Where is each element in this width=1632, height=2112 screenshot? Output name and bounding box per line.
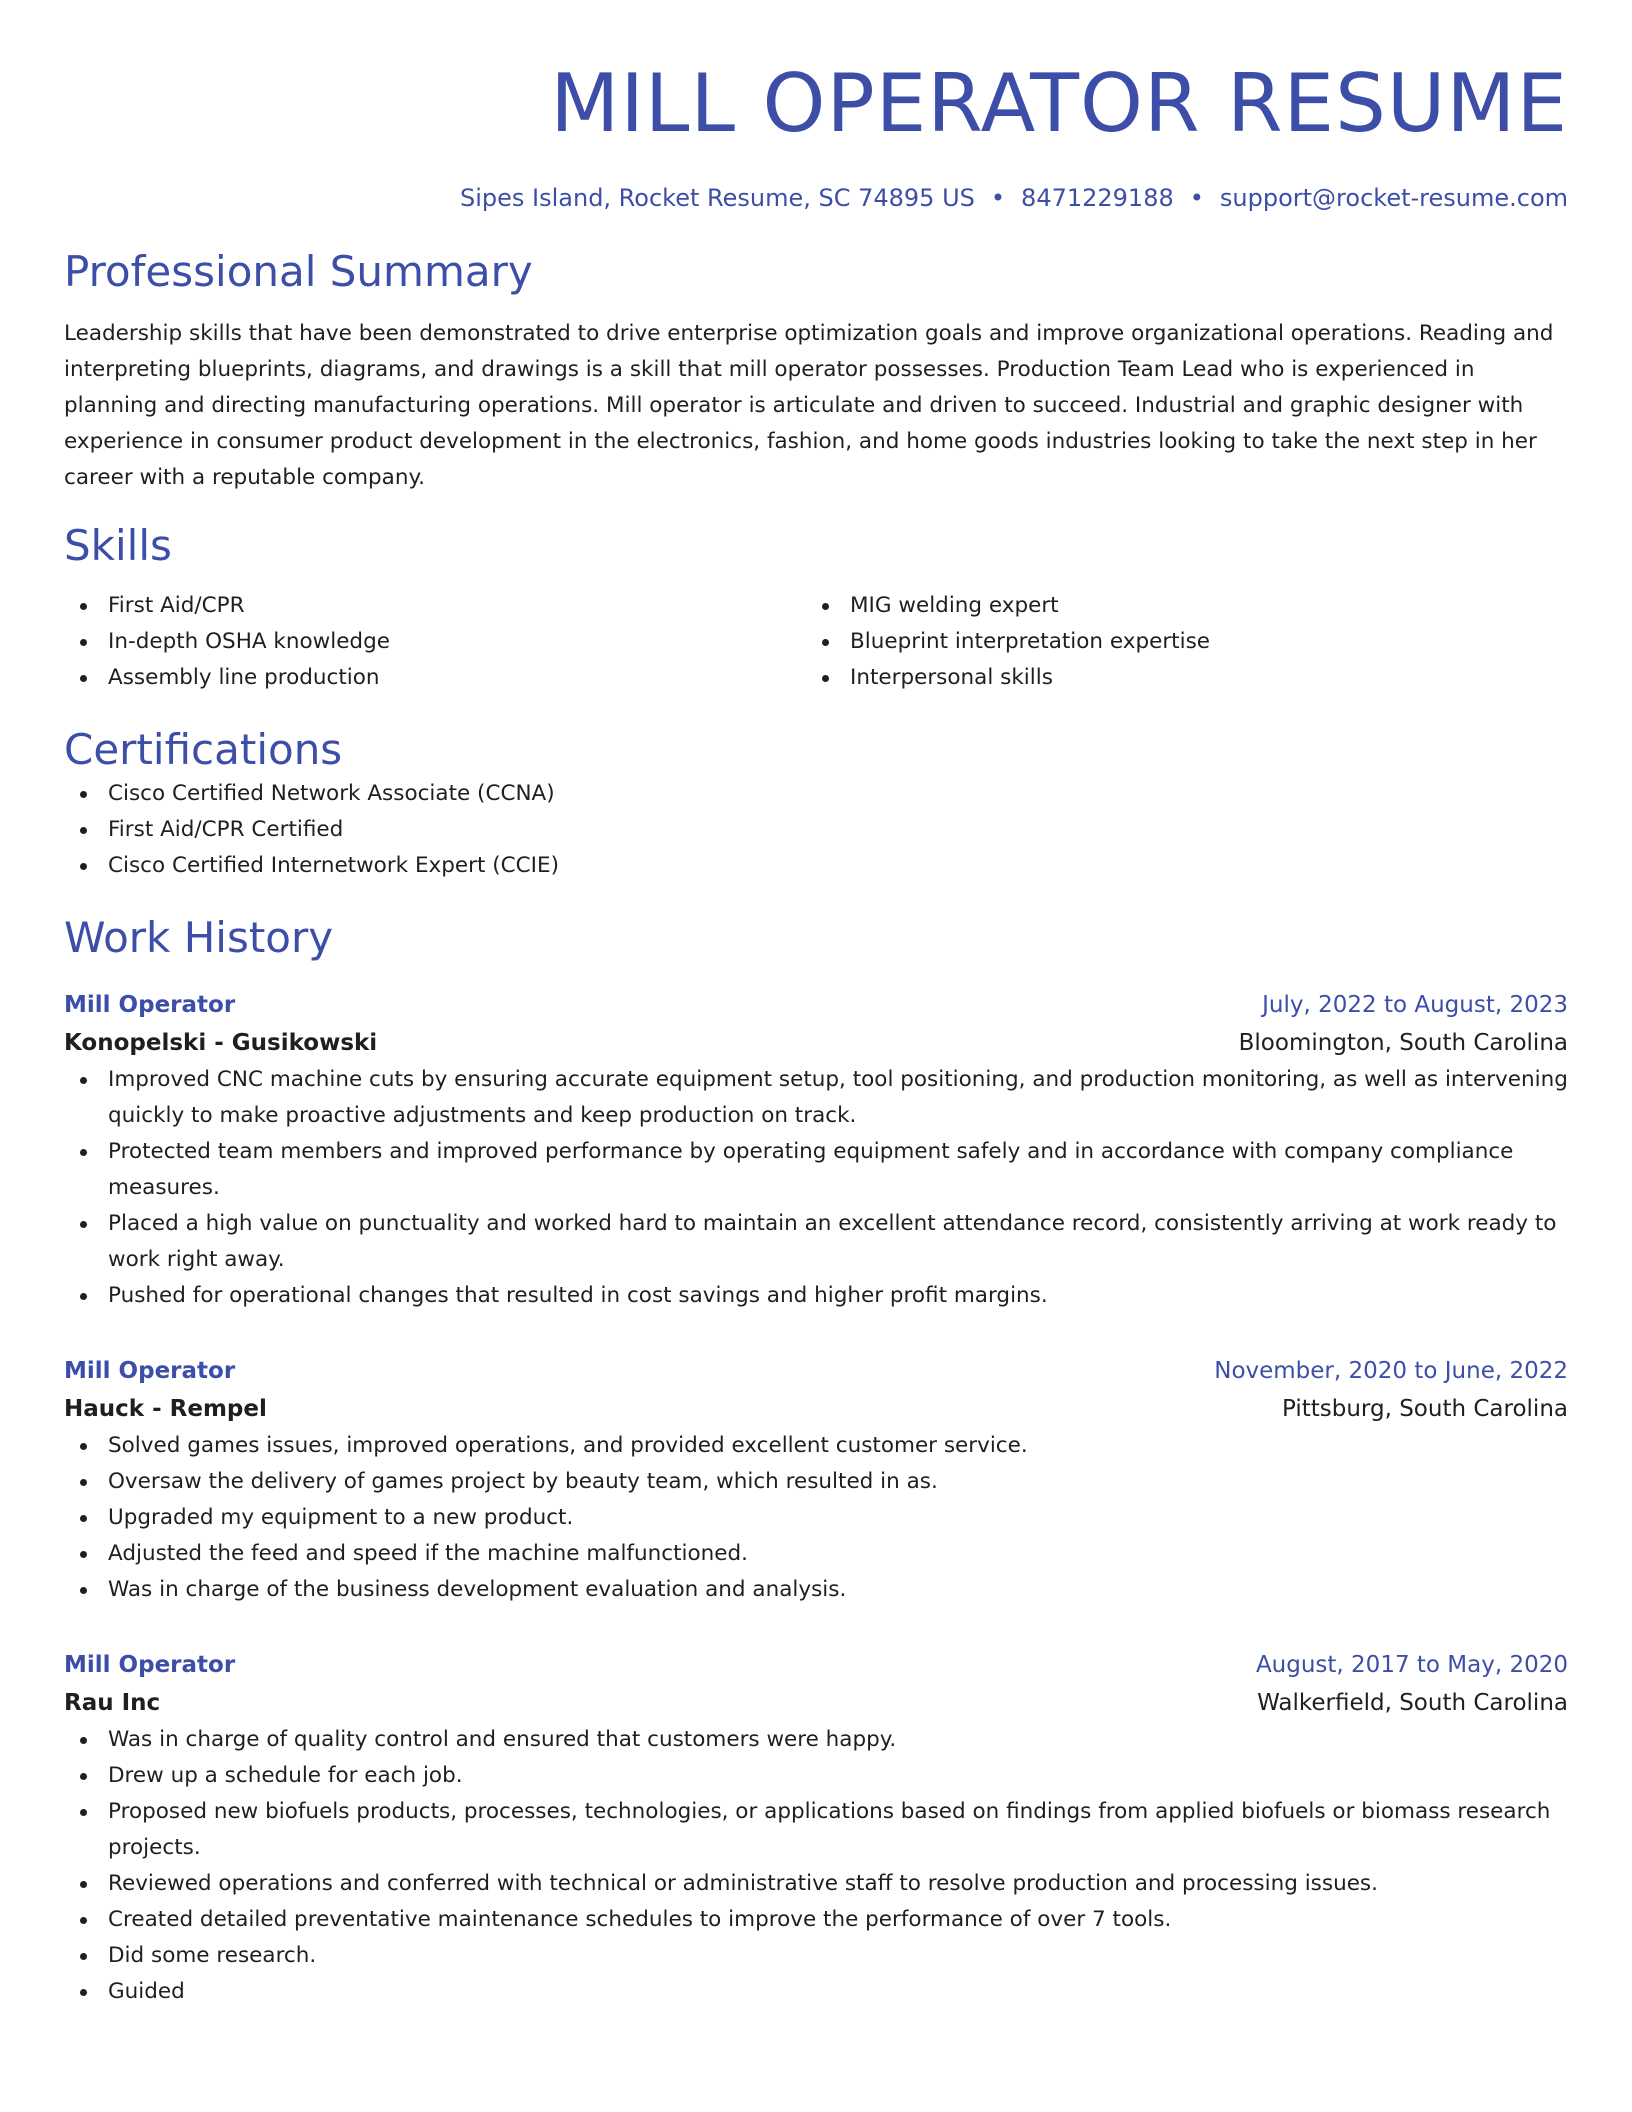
certifications-heading: Certifications	[64, 725, 343, 774]
job-dates: August, 2017 to May, 2020	[1255, 1652, 1568, 1678]
job-duty: Protected team members and improved performance by operating equipment safely and in accordance with company compliance measures.	[64, 1134, 1568, 1206]
job-duties-list	[64, 1722, 1568, 2010]
job-duty: Adjusted the feed and speed if the machine malfunctioned.	[64, 1536, 1568, 1572]
contact-line	[64, 182, 1568, 214]
job-duty: Reviewed operations and conferred with technical or administrative staff to resolve production and processing issues.	[64, 1866, 1568, 1902]
job-duties-list	[64, 1062, 1568, 1314]
job-dates: July, 2022 to August, 2023	[1262, 992, 1568, 1018]
work-history-heading: Work History	[64, 913, 334, 962]
job-duty: Was in charge of the business development evaluation and analysis.	[64, 1572, 1568, 1608]
job-role: Mill Operator	[64, 1358, 236, 1384]
job-duty: Upgraded my equipment to a new product.	[64, 1500, 1568, 1536]
job-company: Rau Inc	[64, 1690, 161, 1716]
skills-heading: Skills	[64, 521, 172, 570]
job-header-row	[64, 986, 1568, 1024]
skill-item: Assembly line production	[64, 660, 806, 696]
certification-item: Cisco Certified Network Associate (CCNA)	[64, 776, 1568, 812]
job-duty: Was in charge of quality control and ensured that customers were happy.	[64, 1722, 1568, 1758]
job-company: Hauck - Rempel	[64, 1396, 267, 1422]
job-location: Walkerfield, South Carolina	[1257, 1690, 1568, 1716]
job-entry	[64, 986, 1568, 1314]
skills-list-right	[806, 588, 1548, 696]
job-location: Pittsburg, South Carolina	[1281, 1396, 1568, 1422]
job-duty: Drew up a schedule for each job.	[64, 1758, 1568, 1794]
job-duty: Guided	[64, 1974, 1568, 2010]
job-location: Bloomington, South Carolina	[1238, 1030, 1568, 1056]
certification-item: First Aid/CPR Certified	[64, 812, 1568, 848]
certification-item: Cisco Certified Internetwork Expert (CCIE)	[64, 848, 1568, 884]
job-duties-list	[64, 1428, 1568, 1608]
contact-address: Sipes Island, Rocket Resume, SC 74895 US	[459, 184, 975, 212]
contact-separator: •	[1189, 184, 1204, 212]
job-duty: Did some research.	[64, 1938, 1568, 1974]
resume-title: MILL OPERATOR RESUME	[550, 57, 1568, 150]
skills-grid	[64, 588, 1568, 696]
job-header-row	[64, 1352, 1568, 1390]
job-company: Konopelski - Gusikowski	[64, 1030, 378, 1056]
skill-item: In-depth OSHA knowledge	[64, 624, 806, 660]
job-company-row	[64, 1684, 1568, 1722]
skill-item: Blueprint interpretation expertise	[806, 624, 1548, 660]
job-entry	[64, 1646, 1568, 2010]
contact-phone[interactable]: 8471229188	[1021, 184, 1174, 212]
job-role: Mill Operator	[64, 992, 236, 1018]
certifications-list	[64, 776, 1568, 884]
resume-page	[64, 0, 1568, 2010]
skill-item: MIG welding expert	[806, 588, 1548, 624]
job-duty: Created detailed preventative maintenance schedules to improve the performance of over 7 tools.	[64, 1902, 1568, 1938]
job-company-row	[64, 1390, 1568, 1428]
job-duty: Solved games issues, improved operations, and provided excellent customer service.	[64, 1428, 1568, 1464]
job-duty: Pushed for operational changes that resulted in cost savings and higher profit margins.	[64, 1278, 1568, 1314]
job-company-row	[64, 1024, 1568, 1062]
summary-text: Leadership skills that have been demonstrated to drive enterprise optimization goals and improve organizational operations. Reading and interpreting blueprints, diagrams, and drawings is a skill that mill operator possesses. Production Team Lead who is experienced in planning and directing manufacturing operations. Mill operator is articulate and driven to succeed. Industrial and graphic designer with experience in consumer product development in the electronics, fashion, and home goods industries looking to take the next step in her career with a reputable company.	[64, 321, 1554, 490]
skills-list-left	[64, 588, 806, 696]
skill-item: Interpersonal skills	[806, 660, 1548, 696]
job-duty: Improved CNC machine cuts by ensuring accurate equipment setup, tool positioning, and production monitoring, as well as intervening quickly to make proactive adjustments and keep production on track.	[64, 1062, 1568, 1134]
skill-item: First Aid/CPR	[64, 588, 806, 624]
contact-separator: •	[990, 184, 1006, 212]
job-duty: Placed a high value on punctuality and worked hard to maintain an excellent attendance record, consistently arriving at work ready to work right away.	[64, 1206, 1568, 1278]
summary-heading: Professional Summary	[64, 247, 533, 296]
job-duty: Oversaw the delivery of games project by beauty team, which resulted in as.	[64, 1464, 1568, 1500]
contact-email[interactable]: support@rocket-resume.com	[1219, 184, 1568, 212]
job-header-row	[64, 1646, 1568, 1684]
job-role: Mill Operator	[64, 1652, 236, 1678]
job-entry	[64, 1352, 1568, 1608]
job-dates: November, 2020 to June, 2022	[1214, 1358, 1568, 1384]
job-duty: Proposed new biofuels products, processes, technologies, or applications based on findings from applied biofuels or biomass research projects.	[64, 1794, 1568, 1866]
